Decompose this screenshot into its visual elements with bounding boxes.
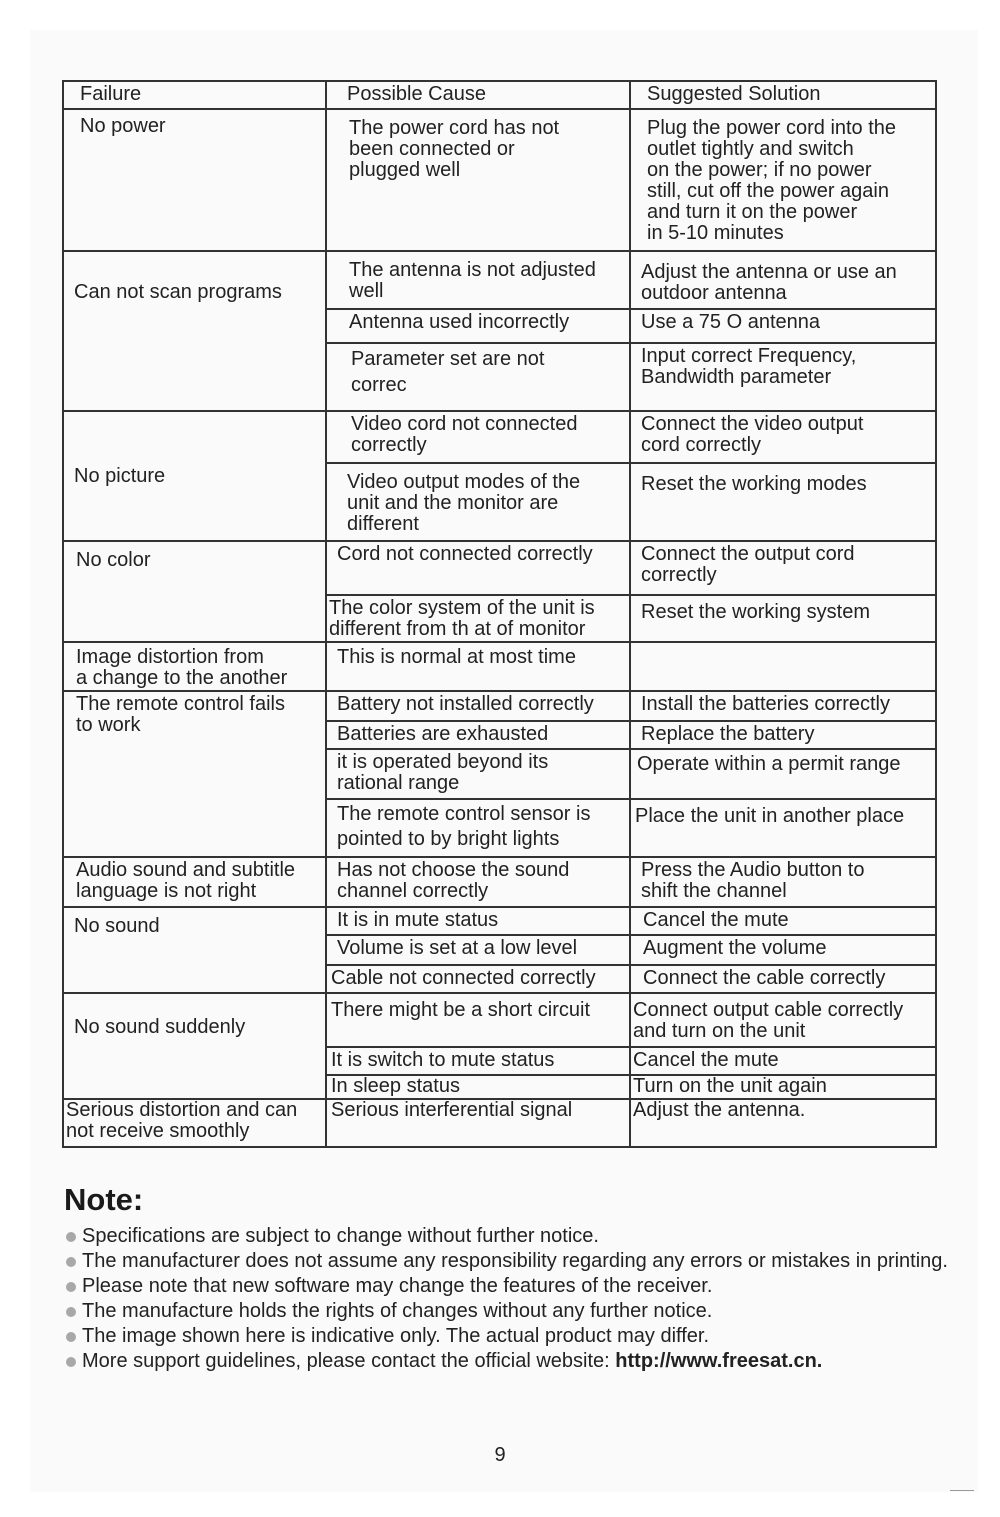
cause-cell: It is switch to mute status bbox=[326, 1047, 630, 1075]
solution-cell bbox=[630, 642, 936, 691]
failure-cell: Image distortion from a change to the another bbox=[63, 642, 326, 691]
cause-cell: This is normal at most time bbox=[326, 642, 630, 691]
failure-cell: The remote control fails to work bbox=[63, 691, 326, 857]
bullet-icon bbox=[66, 1307, 76, 1317]
failure-cell: No sound suddenly bbox=[63, 993, 326, 1099]
table-header-row bbox=[63, 81, 936, 109]
cause-cell: Volume is set at a low level bbox=[326, 935, 630, 965]
solution-cell: Cancel the mute bbox=[630, 1047, 936, 1075]
failure-cell: Can not scan programs bbox=[63, 251, 326, 411]
table-row bbox=[63, 1099, 936, 1147]
note-item: The manufacturer does not assume any responsibility regarding any errors or mistakes in printing. bbox=[64, 1249, 954, 1274]
note-list bbox=[64, 1224, 954, 1374]
table-row bbox=[63, 691, 936, 721]
cause-cell: Has not choose the sound channel correctly bbox=[326, 857, 630, 907]
header-cause: Possible Cause bbox=[326, 81, 630, 109]
cause-cell: Video cord not connected correctly bbox=[326, 411, 630, 463]
cause-cell: Serious interferential signal bbox=[326, 1099, 630, 1147]
cause-cell: Battery not installed correctly bbox=[326, 691, 630, 721]
cause-cell: The remote control sensor is pointed to by bright lights bbox=[326, 799, 630, 857]
cause-cell: The antenna is not adjusted well bbox=[326, 251, 630, 309]
table-row bbox=[63, 642, 936, 691]
note-item: Please note that new software may change the features of the receiver. bbox=[64, 1274, 954, 1299]
failure-cell: No picture bbox=[63, 411, 326, 541]
bullet-icon bbox=[66, 1232, 76, 1242]
table-row bbox=[63, 251, 936, 309]
solution-cell: Connect the video output cord correctly bbox=[630, 411, 936, 463]
solution-cell: Press the Audio button to shift the channel bbox=[630, 857, 936, 907]
cause-cell: It is in mute status bbox=[326, 907, 630, 935]
solution-cell: Replace the battery bbox=[630, 721, 936, 749]
header-solution: Suggested Solution bbox=[630, 81, 936, 109]
failure-cell: No power bbox=[63, 109, 326, 251]
bullet-icon bbox=[66, 1282, 76, 1292]
note-item: Specifications are subject to change without further notice. bbox=[64, 1224, 954, 1249]
failure-cell: No color bbox=[63, 541, 326, 642]
solution-cell: Connect the cable correctly bbox=[630, 965, 936, 993]
solution-cell: Reset the working modes bbox=[630, 463, 936, 541]
header-failure: Failure bbox=[63, 81, 326, 109]
solution-cell: Connect output cable correctly and turn on the unit bbox=[630, 993, 936, 1047]
note-item: The manufacture holds the rights of changes without any further notice. bbox=[64, 1299, 954, 1324]
table-row bbox=[63, 907, 936, 935]
table-row bbox=[63, 411, 936, 463]
solution-cell: Plug the power cord into the outlet tightly and switch on the power; if no power still, cut off the power again and turn it on the power in 5-10 minutes bbox=[630, 109, 936, 251]
solution-cell: Input correct Frequency, Bandwidth parameter bbox=[630, 343, 936, 411]
bullet-icon bbox=[66, 1257, 76, 1267]
solution-cell: Operate within a permit range bbox=[630, 749, 936, 799]
solution-cell: Cancel the mute bbox=[630, 907, 936, 935]
support-website-link[interactable]: http://www.freesat.cn. bbox=[615, 1350, 823, 1372]
cause-cell: The color system of the unit is different from th at of monitor bbox=[326, 595, 630, 642]
cause-cell: In sleep status bbox=[326, 1075, 630, 1099]
solution-cell: Adjust the antenna or use an outdoor antenna bbox=[630, 251, 936, 309]
table-row bbox=[63, 109, 936, 251]
solution-cell: Reset the working system bbox=[630, 595, 936, 642]
solution-cell: Place the unit in another place bbox=[630, 799, 936, 857]
failure-cell: No sound bbox=[63, 907, 326, 993]
bullet-icon bbox=[66, 1332, 76, 1342]
bullet-icon bbox=[66, 1357, 76, 1367]
cause-cell: Cord not connected correctly bbox=[326, 541, 630, 595]
note-item: More support guidelines, please contact the official website: http://www.freesat.cn. bbox=[64, 1349, 954, 1374]
solution-cell: Install the batteries correctly bbox=[630, 691, 936, 721]
cause-cell: Parameter set are not correc bbox=[326, 343, 630, 411]
cause-cell: The power cord has not been connected or plugged well bbox=[326, 109, 630, 251]
solution-cell: Adjust the antenna. bbox=[630, 1099, 936, 1147]
note-item: The image shown here is indicative only. The actual product may differ. bbox=[64, 1324, 954, 1349]
cause-cell: Batteries are exhausted bbox=[326, 721, 630, 749]
scan-edge-line bbox=[950, 1490, 974, 1491]
failure-cell: Audio sound and subtitle language is not right bbox=[63, 857, 326, 907]
table-row bbox=[63, 541, 936, 595]
cause-cell: Video output modes of the unit and the monitor are different bbox=[326, 463, 630, 541]
troubleshooting-table bbox=[62, 80, 937, 1148]
cause-cell: There might be a short circuit bbox=[326, 993, 630, 1047]
table-row bbox=[63, 857, 936, 907]
solution-cell: Use a 75 O antenna bbox=[630, 309, 936, 343]
solution-cell: Turn on the unit again bbox=[630, 1075, 936, 1099]
cause-cell: it is operated beyond its rational range bbox=[326, 749, 630, 799]
solution-cell: Augment the volume bbox=[630, 935, 936, 965]
cause-cell: Cable not connected correctly bbox=[326, 965, 630, 993]
note-heading: Note: bbox=[64, 1182, 144, 1217]
failure-cell: Serious distortion and can not receive smoothly bbox=[63, 1099, 326, 1147]
table-row bbox=[63, 993, 936, 1047]
cause-cell: Antenna used incorrectly bbox=[326, 309, 630, 343]
solution-cell: Connect the output cord correctly bbox=[630, 541, 936, 595]
page-number: 9 bbox=[494, 1444, 506, 1466]
